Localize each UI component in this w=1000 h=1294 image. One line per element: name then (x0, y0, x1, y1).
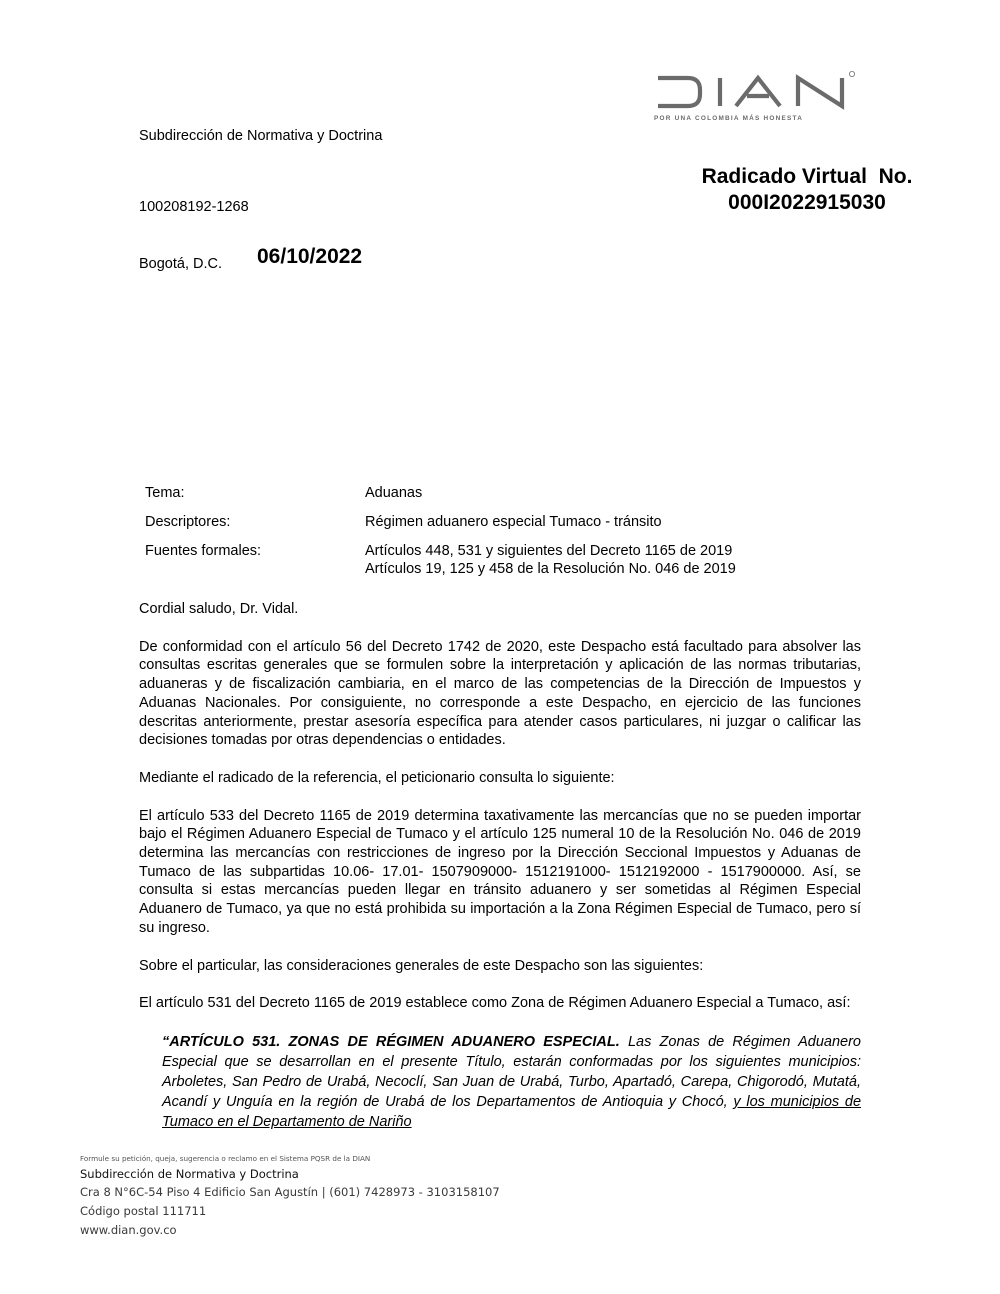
letter-body (139, 600, 861, 1151)
descriptores-value: Régimen aduanero especial Tumaco - tránsito (365, 514, 662, 530)
meta-row-tema (145, 484, 865, 502)
place: Bogotá, D.C. (139, 256, 223, 272)
dian-logo-mark (652, 68, 857, 113)
greeting: Cordial saludo, Dr. Vidal. (139, 601, 299, 617)
meta-row-descriptores (145, 513, 865, 531)
tema-label: Tema: (145, 485, 185, 501)
document-date: 06/10/2022 (257, 245, 363, 268)
radicado-number: 000I2022915030 (728, 191, 886, 214)
radicado-label: Radicado Virtual No. (701, 165, 913, 188)
fuentes-value-line-1: Artículos 448, 531 y siguientes del Decreto 1165 de 2019 (365, 543, 733, 559)
quote-article-531 (139, 1032, 861, 1132)
descriptores-label: Descriptores: (145, 514, 231, 530)
radicado-block (672, 164, 942, 216)
reference-code: 100208192-1268 (139, 199, 249, 215)
meta-row-fuentes (145, 542, 865, 578)
logo-tagline: POR UNA COLOMBIA MÁS HONESTA (654, 115, 804, 122)
dian-logo (652, 68, 857, 128)
header-subdireccion: Subdirección de Normativa y Doctrina (139, 128, 383, 144)
quote-text: Las Zonas de Régimen Aduanero Especial que se desarrollan en el presente Título, estarán conformadas por los siguientes municipios: Arboletes, San Pedro de Urabá, Necoclí, San Juan de Urabá, Turbo, Apartadó, Carepa, Chigorodó, Mutatá, Acandí y Unguía en la región de Urabá de los Departamentos de Antioquia y Chocó, (162, 1033, 861, 1110)
paragraph-competence: De conformidad con el artículo 56 del Decreto 1742 de 2020, este Despacho está facultado para absolver las consultas escritas generales que se formulen sobre la interpretación y aplicación de las normas tributarias, aduaneras y de fiscalización cambiaria, en el marco de las competencias de la Dirección de Impuestos y Aduanas Nacionales. Por consiguiente, no corresponde a este Despacho, en ejercicio de las funciones descritas anteriormente, prestar asesoría específica para atender casos particulares, ni juzgar o calificar las decisiones tomadas por otras dependencias o entidades. (139, 638, 861, 749)
footer-address: Cra 8 N°6C-54 Piso 4 Edificio San Agustín | (601) 7428973 - 3103158107 (80, 1185, 500, 1199)
fuentes-value (365, 542, 865, 578)
quote-title: “ARTÍCULO 531. ZONAS DE RÉGIMEN ADUANERO ESPECIAL. (162, 1033, 620, 1050)
fuentes-label: Fuentes formales: (145, 543, 262, 559)
paragraph-consultation: El artículo 533 del Decreto 1165 de 2019 determina taxativamente las mercancías que no se pueden importar bajo el Régimen Aduanero Especial de Tumaco y el artículo 125 numeral 10 de la Resolución No. 046 de 2019 determina las mercancías con restricciones de ingreso por la Dirección Seccional Impuestos y Aduanas de Tumaco de las subpartidas 10.06- 17.01- 1507909000- 1512191000- 1512192000 - 1517900000. Así, se consulta si estas mercancías pueden llegar en tránsito aduanero y ser sometidas al Régimen Especial Aduanero de Tumaco, ya que no está prohibida su importación a la Zona Régimen Especial de Tumaco, pero sí su ingreso. (139, 807, 861, 936)
tema-value: Aduanas (365, 485, 423, 501)
fuentes-value-line-2: Artículos 19, 125 y 458 de la Resolución No. 046 de 2019 (365, 561, 736, 577)
paragraph-considerations: Sobre el particular, las consideraciones generales de este Despacho son las siguientes: (139, 957, 704, 974)
footer-postal-code: Código postal 111711 (80, 1204, 207, 1218)
footer-website: www.dian.gov.co (80, 1223, 177, 1237)
quote-underlined: y los municipios de Tumaco en el Departamento de Nariño (162, 1093, 862, 1130)
page-footer (80, 1154, 580, 1240)
footer-title: Subdirección de Normativa y Doctrina (80, 1167, 299, 1181)
paragraph-consultation-intro: Mediante el radicado de la referencia, el peticionario consulta lo siguiente: (139, 769, 615, 786)
footer-pqsr-note: Formule su petición, queja, sugerencia o reclamo en el Sistema PQSR de la DIAN (80, 1154, 371, 1163)
paragraph-article-531-intro: El artículo 531 del Decreto 1165 de 2019 establece como Zona de Régimen Aduanero Especial a Tumaco, así: (139, 995, 851, 1012)
subject-table (145, 484, 865, 589)
